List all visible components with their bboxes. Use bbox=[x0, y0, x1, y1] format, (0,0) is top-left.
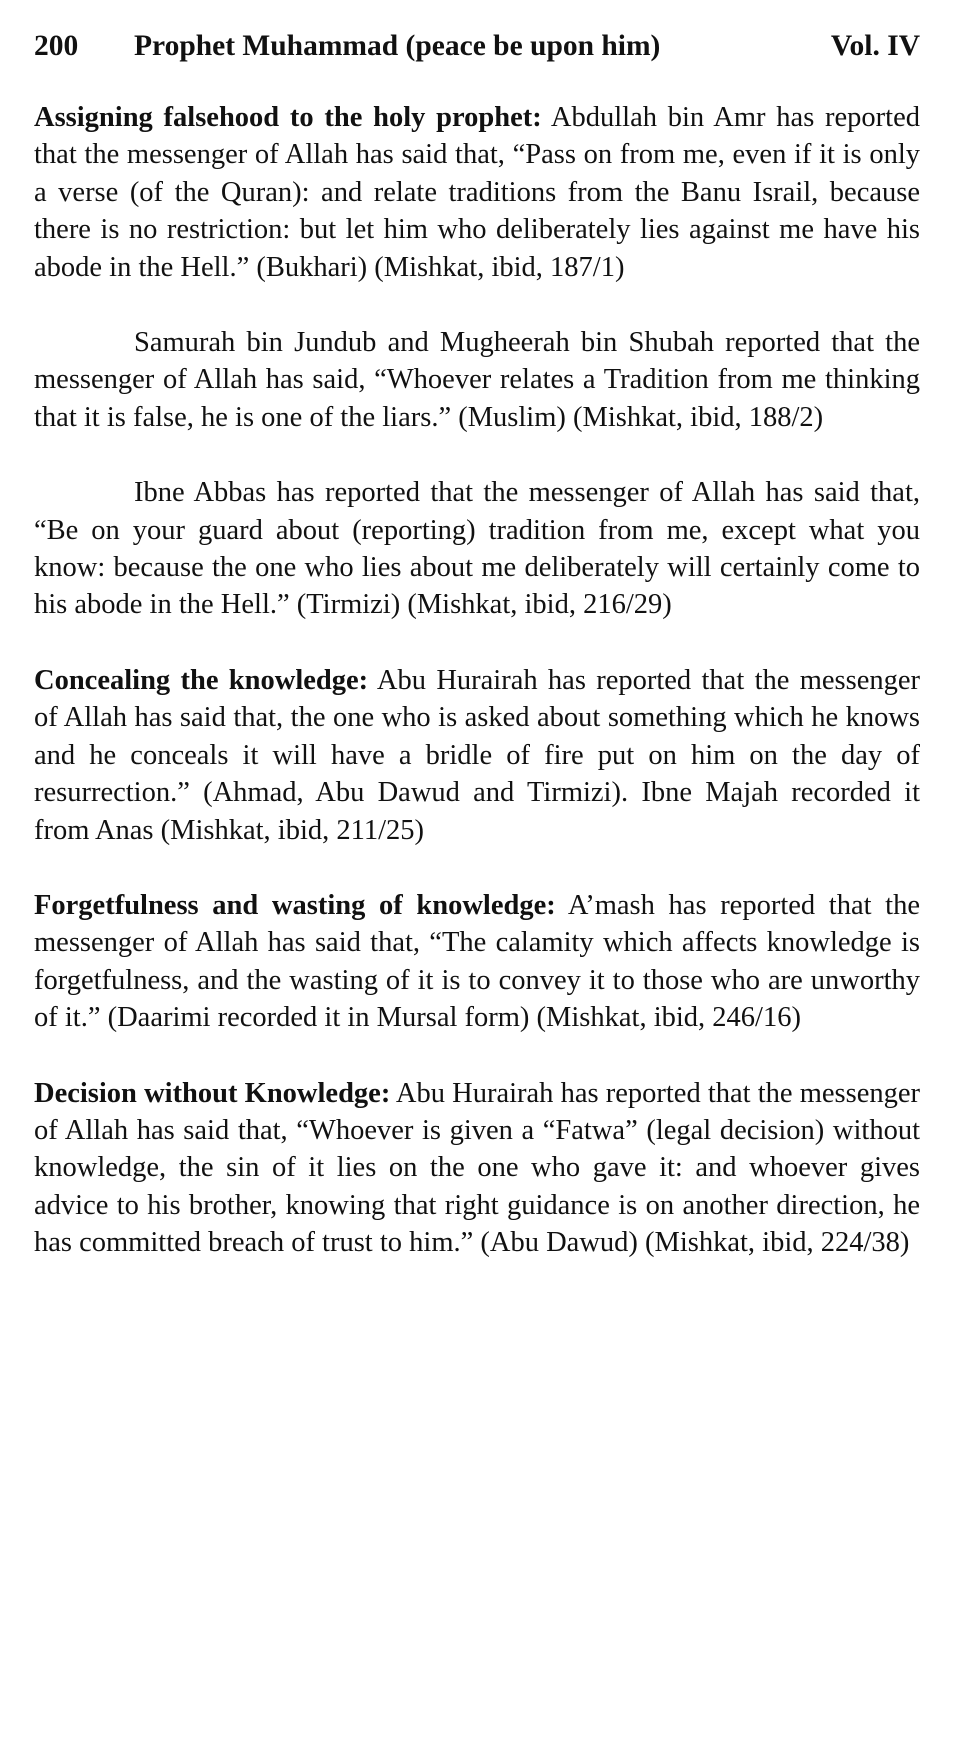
paragraph-body: Abu Hurairah has reported that the messenger of Allah has said that, the one who is asked about something which he knows and he conceals it will have a bridle of fire put on him on the day of resurrection.” (Ahmad, Abu Dawud and Tirmizi). Ibne Majah recorded it from Anas (Mishkat, ibid, 211/25) bbox=[34, 664, 921, 846]
paragraph-body: A’mash has reported that the messenger of Allah has said that, “The calamity which affects knowledge is forgetfulness, and the wasting of it is to convey it to those who are unworthy of it.” (Daarimi recorded it in Mursal form) (Mishkat, ibid, 246/16) bbox=[34, 889, 921, 1034]
paragraph-forgetfulness bbox=[34, 887, 920, 1037]
book-title: Prophet Muhammad (peace be upon him) bbox=[134, 30, 661, 62]
paragraph-body: Abu Hurairah has reported that the messenger of Allah has said that, “Whoever is given a “Fatwa” (legal decision) without knowledge, the sin of it lies on the one who gave it: and whoever gives advice to his brother, knowing that right guidance is on another direction, he has committed breach of trust to him.” (Abu Dawud) (Mishkat, ibid, 224/38) bbox=[34, 1077, 921, 1259]
book-page bbox=[34, 0, 920, 1262]
paragraph-assigning-falsehood bbox=[34, 99, 920, 286]
volume-label: Vol. IV bbox=[830, 30, 920, 62]
paragraph-heading: Assigning falsehood to the holy prophet: bbox=[34, 102, 542, 133]
paragraph-heading: Decision without Knowledge: bbox=[34, 1077, 391, 1109]
paragraph-concealing-knowledge bbox=[34, 662, 920, 849]
paragraph-body: Samurah bin Jundub and Mugheerah bin Shubah reported that the messenger of Allah has said, “Whoever relates a Tradition from me thinking that it is false, he is one of the liars.” (Muslim) (Mishkat, ibid, 188/2) bbox=[34, 327, 920, 433]
running-head bbox=[34, 26, 920, 66]
paragraph-ibne-abbas bbox=[34, 474, 920, 624]
paragraph-samurah bbox=[34, 324, 920, 436]
paragraph-body: Ibne Abbas has reported that the messenger of Allah has said that, “Be on your guard about (reporting) tradition from me, except what you know: because the one who lies about me deliberately will certainly come to his abode in the Hell.” (Tirmizi) (Mishkat, ibid, 216/29) bbox=[34, 477, 920, 621]
paragraph-decision-without-knowledge bbox=[34, 1075, 920, 1262]
page-number: 200 bbox=[34, 30, 79, 62]
paragraph-heading: Concealing the knowledge: bbox=[34, 664, 369, 696]
paragraph-body: Abdullah bin Amr has reported that the messenger of Allah has said that, “Pass on from me, even if it is only a verse (of the Quran): and relate traditions from the Banu Israil, because there is no restriction: but let him who deliberately lies against me have his abode in the Hell.” (Bukhari) (Mishkat, ibid, 187/1) bbox=[34, 102, 920, 283]
paragraph-heading: Forgetfulness and wasting of knowledge: bbox=[34, 889, 556, 921]
